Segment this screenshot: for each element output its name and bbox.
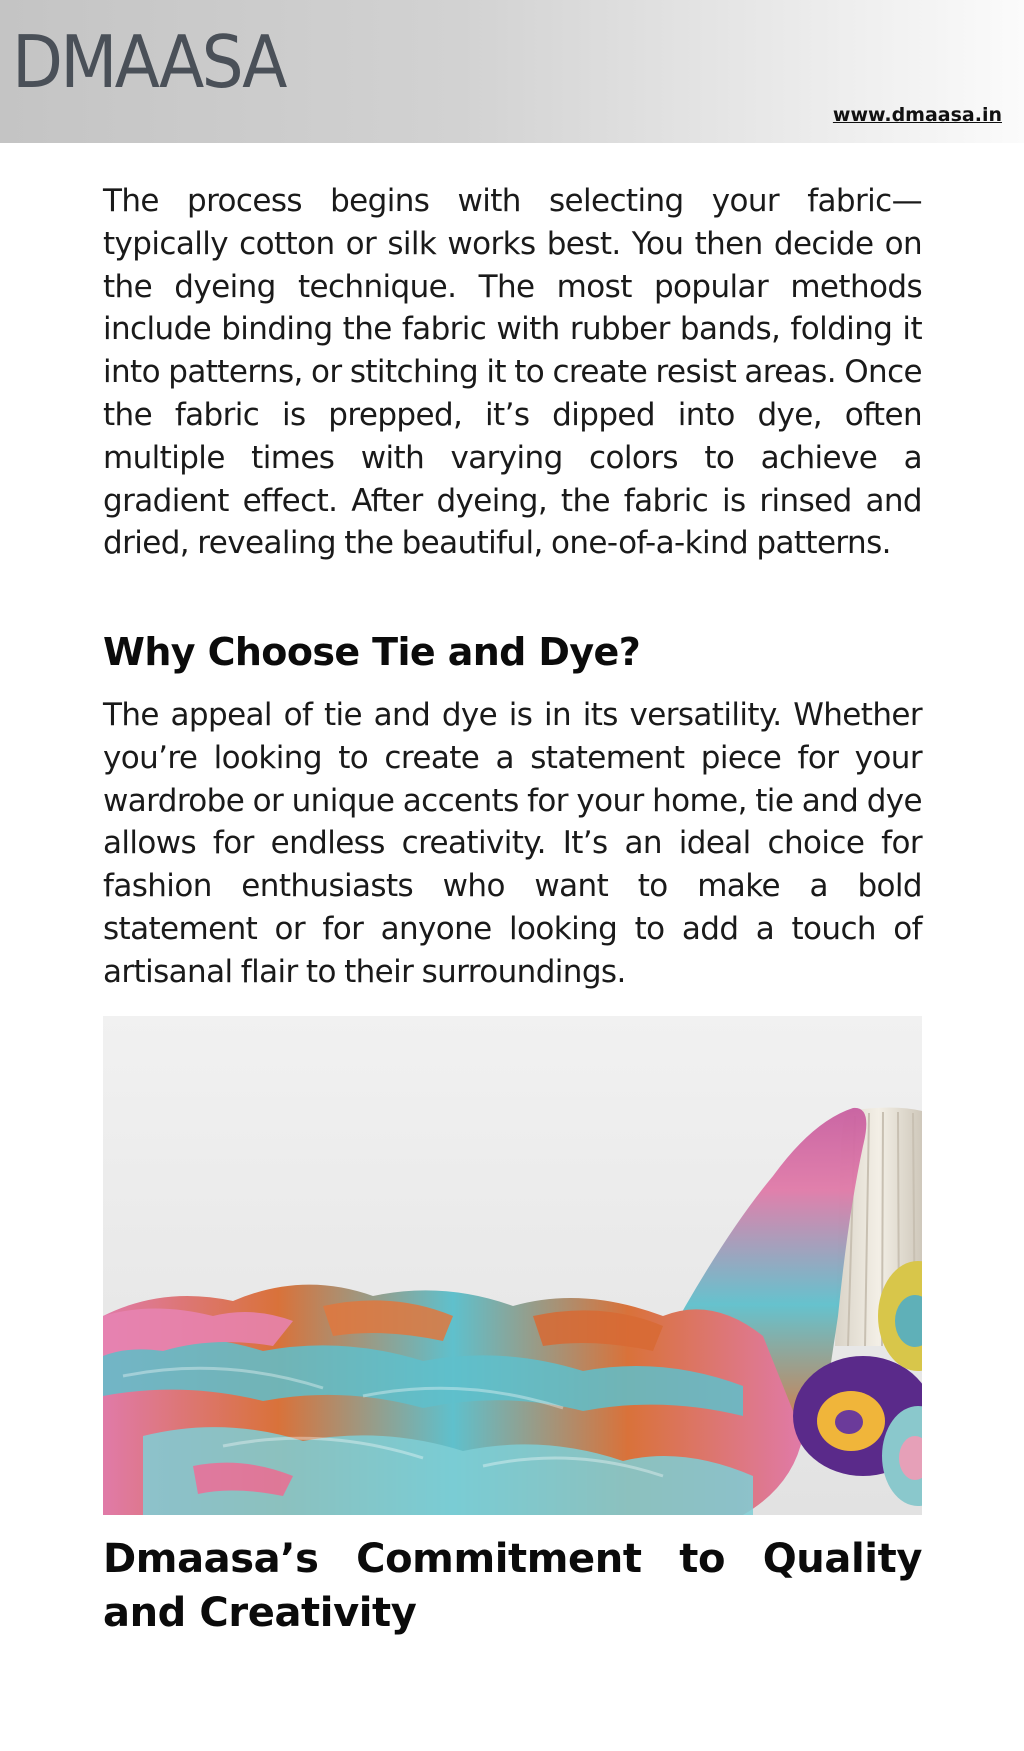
commitment-heading: Dmaasa’s Commitment to Quality and Creativity [103,1536,922,1636]
why-choose-heading: Why Choose Tie and Dye? [103,630,641,674]
tie-dye-fabric-photo [103,1016,922,1515]
page-header [0,0,1024,143]
website-link[interactable]: www.dmaasa.in [832,104,1002,126]
process-paragraph: The process begins with selecting your fabric—typically cotton or silk works best. You then decide on the dyeing technique. The most popular methods include binding the fabric with rubber bands, folding it into patterns, or stitching it to create resist areas. Once the fabric is prepped, it’s dipped into dye, often multiple times with varying colors to achieve a gradient effect. After dyeing, the fabric is rinsed and dried, revealing the beautiful, one-of-a-kind patterns. [103,183,922,562]
brand-logo[interactable]: DMAASA [12,20,285,104]
why-choose-paragraph: The appeal of tie and dye is in its versatility. Whether you’re looking to create a statement piece for your wardrobe or unique accents for your home, tie and dye allows for endless creativity. It’s an ideal choice for fashion enthusiasts who want to make a bold statement or for anyone looking to add a touch of artisanal flair to their surroundings. [103,697,922,990]
